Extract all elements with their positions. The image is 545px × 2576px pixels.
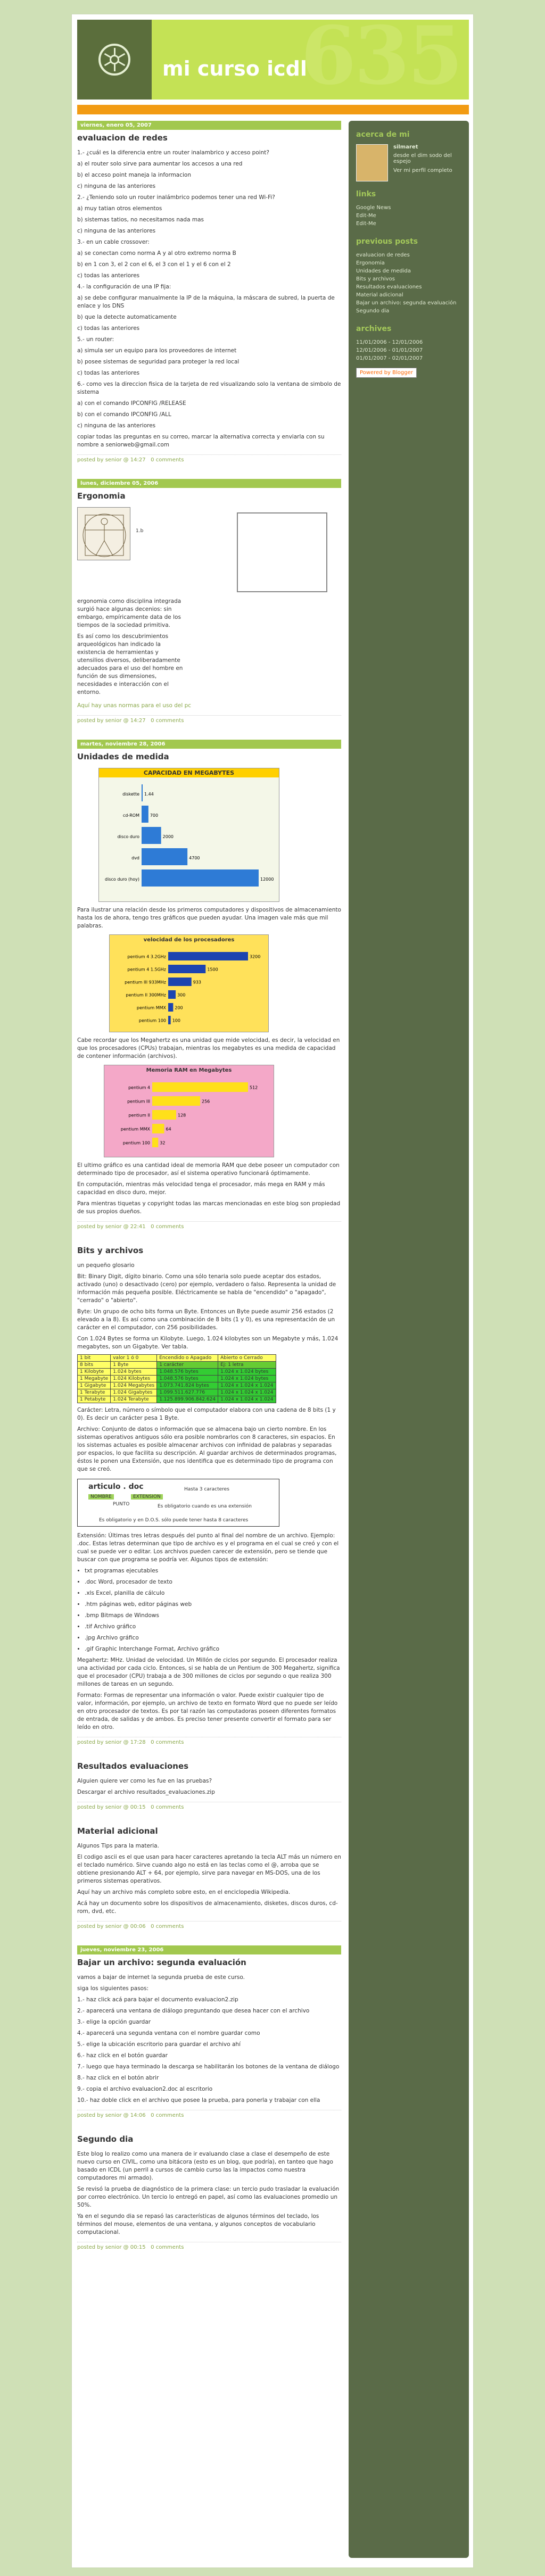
- post-paragraph: Aquí hay un archivo más completo sobre esto, en el enciclopedia Wikipedia.: [77, 1889, 291, 1895]
- post-paragraph: Se revisó la prueba de diagnóstico de la primera clase: un tercio pudo trasladar la evaluación por correo electrónico. Un tercio lo entregó en papel, así como las evaluaciones promedio un 50%.: [77, 2186, 340, 2208]
- bar-label: disco duro: [117, 834, 139, 839]
- post-body: [77, 1974, 341, 2105]
- post-paragraph: siga los siguientes pasos:: [77, 1985, 149, 1992]
- diagram-note: Es obligatorio y en D.O.S. sólo puede tener hasta 8 caracteres: [99, 1518, 249, 1523]
- post-paragraph: c) todas las anteriores: [77, 272, 140, 279]
- previous-heading: previous posts: [356, 237, 418, 246]
- extension-list: [85, 1567, 341, 1653]
- avatar[interactable]: [356, 144, 388, 181]
- bar-value: 2000: [162, 834, 174, 839]
- post: [77, 1945, 341, 2118]
- sidebar-link[interactable]: Edit-Me: [356, 213, 376, 219]
- bar-value: 200: [175, 1005, 183, 1010]
- sidebar-link[interactable]: Edit-Me: [356, 221, 376, 227]
- post-subtitle: un pequeño glosario: [77, 1262, 135, 1269]
- table-row: [78, 1369, 276, 1376]
- bar-value: 32: [160, 1140, 166, 1146]
- post-paragraph: El ultimo gráfico es una cantidad ideal de memoria RAM que debe poseer un computador con determinado tipo de procesador, así el sistema operativo funcionará óptimamente.: [77, 1162, 340, 1177]
- post-paragraph: b) que la detecte automaticamente: [77, 314, 177, 320]
- post-paragraph: b) en 1 con 3, el 2 con el 6, el 3 con el 1 y el 6 con el 2: [77, 261, 231, 268]
- table-cell: Ej: 1 letra: [218, 1362, 276, 1369]
- table-cell: 1.024 Kilobytes: [111, 1376, 157, 1382]
- ram-chart: [104, 1065, 274, 1157]
- bar-label: pentium II: [128, 1113, 150, 1118]
- post-paragraph: Archivo: Conjunto de datos o información que se almacena bajo un cierto nombre. En los sistemas operativos antiguos sólo era posible nombrarlos con 8 caracteres, sin espacios. En los sistemas actuales es posible almacenar archivos con infinidad de palabras y separadas por espacios, lo que facilita su descripción. Al guardar archivos de determinados programas, éstos le ponen una Extensión, que nos identifica que es determinado tipo de programa con que se creó.: [77, 1426, 337, 1472]
- wheel-icon: [98, 44, 130, 76]
- post-paragraph: En computación, mientras más velocidad tenga el procesador, más mega en RAM y más capacidad en disco duro, mejor.: [77, 1181, 325, 1196]
- table-cell: 1.048.576 bytes: [157, 1376, 218, 1382]
- bar-value: 3200: [250, 954, 261, 959]
- post-paragraph: 10.- haz doble click en el archivo que posee la prueba, para ponerla y trabajar con ella: [77, 2097, 320, 2103]
- bar-label: pentium 4: [128, 1085, 150, 1090]
- profile-link[interactable]: Ver mi perfil completo: [393, 168, 452, 173]
- post-author-link[interactable]: posted by senior @ 14:06: [77, 2113, 146, 2118]
- post-paragraph: b) posee sistemas de seguridad para proteger la red local: [77, 359, 240, 365]
- table-cell: 1.048.576 bytes: [157, 1369, 218, 1376]
- sidebar-link[interactable]: Google News: [356, 205, 391, 211]
- post-footer: [77, 2242, 341, 2250]
- extension-item[interactable]: • .xls Excel, planilla de cálculo: [85, 1589, 341, 1597]
- post-author-link[interactable]: posted by senior @ 14:27: [77, 718, 146, 724]
- table-cell: 1.024 x 1.024 bytes: [218, 1369, 276, 1376]
- bar-label: pentium 100: [138, 1018, 166, 1023]
- post-paragraph: vamos a bajar de internet la segunda prueba de este curso.: [77, 1974, 245, 1981]
- table-cell: 1.099.511.627.776: [157, 1389, 218, 1396]
- bar: [142, 806, 148, 823]
- bar: [152, 1082, 248, 1092]
- bar-value: 128: [178, 1113, 186, 1118]
- comments-link[interactable]: 0 comments: [151, 1224, 184, 1230]
- table-cell: 1 Gigabyte: [78, 1382, 111, 1389]
- previous-post-link[interactable]: evaluacion de redes: [356, 252, 410, 258]
- bar-value: 933: [193, 980, 202, 985]
- extension-item[interactable]: • .tif Archivo gráfico: [85, 1623, 341, 1631]
- previous-post-link[interactable]: Unidades de medida: [356, 268, 411, 274]
- cpu-chart: [109, 934, 269, 1032]
- bar-label: pentium III 933MHz: [125, 980, 166, 985]
- post-author-link[interactable]: posted by senior @ 00:15: [77, 1804, 146, 1810]
- post-paragraph: 2.- aparecerá una ventana de diálogo preguntando que desea hacer con el archivo: [77, 2008, 310, 2014]
- about-text: desde el dim sodo del espejo: [393, 153, 452, 164]
- vitruvian-figure: [77, 507, 130, 560]
- post-author-link[interactable]: posted by senior @ 00:06: [77, 1924, 146, 1929]
- post-paragraph: 8.- haz click en el botón abrir: [77, 2075, 159, 2081]
- table-cell: 1.073.741.824 bytes: [157, 1382, 218, 1389]
- table-row: [78, 1389, 276, 1396]
- figure-label: 1.b: [136, 528, 144, 534]
- post-title[interactable]: Ergonomia: [77, 491, 126, 501]
- bar-label: dvd: [131, 856, 139, 860]
- post-paragraph: Bit: Binary Digit, dígito binario. Como una sólo tenaria solo puede aceptar dos estados, activado (uno) o desactivado (cero) por ejemplo, verdadero o falso. Representa la unidad de información más pequeña posible. Eléctricamente se habla de "encendido" o "apagado", "cerrado" o "abierto".: [77, 1273, 336, 1304]
- header-watermark: 635: [301, 9, 461, 103]
- post-paragraph: c) todas las anteriores: [77, 370, 140, 376]
- diagram-label-point: PUNTO: [113, 1502, 130, 1507]
- chart-title: Memoria RAM en Megabytes: [146, 1067, 232, 1073]
- extension-item[interactable]: • .doc Word, procesador de texto: [85, 1578, 341, 1586]
- bar-label: pentium MMX: [120, 1127, 150, 1132]
- post-footer: [77, 715, 341, 724]
- diagram-dot: .: [123, 1482, 126, 1491]
- bar: [142, 848, 187, 865]
- post-paragraph: Acá hay un documento sobre los dispositivos de almacenamiento, disketes, discos duros, cd-rom, dvd, etc.: [77, 1900, 338, 1915]
- post-paragraph: El codigo ascii es el que usan para hacer caracteres apretando la tecla ALT más un número en el teclado numérico. Sirve cuando algo no está en las teclas como el @, arroba que se obtiene presionando ALT + 64, por ejemplo, sirve para navegar en MS-DOS, una de los primeros sistemas operativos.: [77, 1854, 341, 1884]
- extension-item[interactable]: • .jpg Archivo gráfico: [85, 1634, 341, 1642]
- bar: [152, 1096, 200, 1106]
- post-paragraph: 5.- un router:: [77, 336, 114, 343]
- post-paragraph: Alguien quiere ver como les fue en las pruebas?: [77, 1778, 212, 1784]
- table-cell: 1 Byte: [111, 1362, 157, 1369]
- post-paragraph: a) el router solo sirve para aumentar los accesos a una red: [77, 161, 243, 167]
- post-paragraph: Con 1.024 Bytes se forma un Kilobyte. Luego, 1.024 kilobytes son un Megabyte y más, 1.024 megabytes, son un Gigabyte. Ver tabla.: [77, 1336, 338, 1350]
- bar: [168, 1016, 171, 1024]
- comments-link[interactable]: 0 comments: [151, 2113, 184, 2118]
- post-paragraph: Extensión: Últimas tres letras después del punto al final del nombre de un archivo. Ejemplo: .doc. Estas letras determinan que tipo de archivo es y el programa en el cual se creó y con el cual se puede ver o editar. Los archivos pueden carecer de extensión, pero se tiende que buscar con que programa se podría ver. Algunos tipos de extensión:: [77, 1533, 339, 1563]
- post-footer: [77, 454, 341, 463]
- post-paragraph: 5.- elige la ubicación escritorio para guardar el archivo ahí: [77, 2041, 241, 2048]
- post-title[interactable]: Bits y archivos: [77, 1246, 144, 1255]
- table-cell: 1.024 Megabytes: [111, 1382, 157, 1389]
- table-row: [78, 1376, 276, 1382]
- post-paragraph: Ya en el segundo dia se repasó las características de algunos términos del teclado, los términos del mouse, elementos de una ventana, y algunos conceptos de vocabulario computacional.: [77, 2213, 319, 2235]
- bar-label: disco duro (hoy): [105, 877, 139, 882]
- image-placeholder: [237, 512, 327, 592]
- post-footer: [77, 2110, 341, 2118]
- diagram-ext: doc: [128, 1482, 144, 1491]
- filename-diagram: [77, 1479, 279, 1527]
- comments-link[interactable]: 0 comments: [151, 2244, 184, 2250]
- post-paragraph: 1.- haz click acá para bajar el documento evaluacion2.zip: [77, 1997, 238, 2003]
- post-date: lunes, diciembre 05, 2006: [77, 479, 341, 488]
- comments-link[interactable]: 0 comments: [151, 1924, 184, 1929]
- bar-label: pentium 100: [122, 1140, 150, 1146]
- post: [77, 2134, 341, 2250]
- post-paragraph: Este blog lo realizo como una manera de ir evaluando clase a clase el desempeño de este nuevo curso en CIVIL, como una bitácora (esto es un blog, que podría), en tanteo que hago basado en ICDL (un perril a cursos de cambio curso las la impactos como nuestra computadores mi armado).: [77, 2151, 333, 2181]
- bar-value: 4700: [189, 856, 200, 860]
- table-cell: 1.024 x 1.024 x 1.024: [218, 1389, 276, 1396]
- vitruvian-icon: [78, 508, 131, 561]
- post-footer: [77, 1221, 341, 1230]
- post-body: [77, 598, 184, 697]
- bar: [168, 1003, 173, 1012]
- post-paragraph: Carácter: Letra, número o símbolo que el computador elabora con una cadena de 8 bits (1 y 0). Es decir un carácter pesa 1 Byte.: [77, 1407, 336, 1421]
- post: [77, 740, 341, 1230]
- previous-post-link[interactable]: Bajar un archivo: segunda evaluación: [356, 300, 457, 306]
- post-paragraph: a) muy tatian otros elementos: [77, 205, 162, 212]
- post-paragraph: Algunos Tips para la materia.: [77, 1843, 159, 1849]
- post-paragraph: Es así como los descubrimientos arqueológicos han indicado la existencia de herramientas y utensilios diversos, deliberadamente adecuados para el uso del hombre en función de sus dimensiones, necesidades e interacción con el entorno.: [77, 633, 183, 695]
- bar-value: 64: [166, 1127, 171, 1132]
- post: [77, 121, 341, 463]
- table-cell: 1.024 Terabyte: [111, 1396, 157, 1403]
- sidebar: [349, 121, 469, 2558]
- ergonomia-link[interactable]: Aquí hay unas normas para el uso del pc: [77, 702, 192, 709]
- post-paragraph: 3.- elige la opción guardar: [77, 2019, 151, 2025]
- previous-posts-list: [356, 251, 461, 315]
- table-cell: 1.125.899.906.842.624: [157, 1396, 218, 1403]
- post-title[interactable]: evaluacion de redes: [77, 133, 168, 143]
- table-cell: 1.024 x 1.024 x 1.024: [218, 1396, 276, 1403]
- links-heading: links: [356, 190, 376, 198]
- previous-post-link[interactable]: Ergonomia: [356, 260, 385, 266]
- table-cell: 8 bits: [78, 1362, 111, 1369]
- bar: [168, 990, 176, 999]
- table-row: [78, 1355, 276, 1362]
- chart-title: CAPACIDAD EN MEGABYTES: [99, 768, 279, 777]
- chart-title: velocidad de los procesadores: [143, 937, 235, 943]
- post-paragraph: Para mientras tiquetas y copyright todas las marcas mencionadas en este blog son propiedad de sus propios dueños.: [77, 1200, 341, 1215]
- post-paragraph: 4.- aparecerá una segunda ventana con el nombre guardar como: [77, 2030, 260, 2036]
- post-paragraph: b) el acceso point maneja la informacion: [77, 172, 192, 178]
- post-paragraph: Para ilustrar una relación desde los primeros computadores y dispositivos de almacenamiento hasta los de ahora, tengo tres gráficos que pueden ayudar. Una imagen vale más que mil palabras.: [77, 907, 341, 929]
- post-footer: [77, 1921, 341, 1929]
- table-row: [78, 1362, 276, 1369]
- post-paragraph: 3.- en un cable crossover:: [77, 239, 150, 245]
- post-paragraph: a) se debe configurar manualmente la IP de la máquina, la máscara de subred, la puerta de enlace y los DNS: [77, 295, 335, 309]
- post-body: [77, 149, 341, 449]
- diagram-note: Hasta 3 caracteres: [184, 1487, 229, 1492]
- post: [77, 479, 341, 724]
- cpu-bars: [110, 945, 268, 1030]
- post: [77, 1761, 341, 1810]
- bar-label: pentium 4 3.2GHz: [127, 954, 166, 959]
- table-cell: 1 carácter: [157, 1362, 218, 1369]
- bar-value: 256: [202, 1099, 210, 1104]
- table-cell: valor 1 ó 0: [111, 1355, 157, 1362]
- bar-value: 12000: [260, 877, 274, 882]
- main-column: [77, 121, 341, 2558]
- bar: [152, 1110, 176, 1120]
- post-paragraph: 7.- luego que haya terminado la descarga se habilitarán los botones de la ventana de diálogo: [77, 2064, 340, 2070]
- capacity-chart: [98, 768, 279, 902]
- extension-item[interactable]: • .gif Graphic Interchange Format, Archivo gráfico: [85, 1645, 341, 1653]
- post-title[interactable]: Resultados evaluaciones: [77, 1761, 189, 1771]
- table-cell: 1 Petabyte: [78, 1396, 111, 1403]
- archive-link[interactable]: 12/01/2006 - 01/01/2007: [356, 347, 423, 353]
- extension-item[interactable]: • .bmp Bitmaps de Windows: [85, 1612, 341, 1620]
- bar: [142, 869, 259, 887]
- units-table: [77, 1354, 276, 1403]
- post-paragraph: 2.- ¿Teniendo solo un router inalámbrico podemos tener una red Wi-Fi?: [77, 194, 275, 201]
- post: [77, 1246, 341, 1745]
- header-logo: [77, 20, 152, 100]
- table-cell: 1 bit: [78, 1355, 111, 1362]
- post-paragraph: ergonomia como disciplina integrada surgió hace algunas decenios: sin embargo, empíricamente data de los tiempos de la sociedad primitiva.: [77, 598, 181, 628]
- blog-title[interactable]: mi curso icdl: [162, 57, 307, 80]
- post-author-link[interactable]: posted by senior @ 00:15: [77, 2244, 146, 2250]
- comments-link[interactable]: 0 comments: [151, 1740, 184, 1745]
- bar-label: pentium III: [127, 1099, 150, 1104]
- diagram-label-ext: EXTENSION: [131, 1494, 163, 1500]
- bar-label: pentium II 300MHz: [126, 992, 166, 998]
- about-heading: acerca de mi: [356, 130, 410, 139]
- bar-label: diskette: [122, 792, 139, 797]
- previous-post-link[interactable]: Bits y archivos: [356, 276, 395, 282]
- post-paragraph: copiar todas las preguntas en su correo, marcar la alternativa correcta y enviarla con su nombre a seniorweb@gmail.com: [77, 434, 325, 448]
- post-date: martes, noviembre 28, 2006: [77, 740, 341, 749]
- blog-description: [162, 30, 301, 52]
- post-paragraph: Descargar el archivo resultados_evaluaciones.zip: [77, 1789, 215, 1795]
- ram-bars: [104, 1075, 274, 1155]
- bar-label: pentium 4 1.5GHz: [127, 967, 166, 972]
- post-author-link[interactable]: posted by senior @ 14:27: [77, 457, 146, 463]
- post-paragraph: Cabe recordar que los Megahertz es una unidad que mide velocidad, es decir, la velocidad en que los procesadores (CPUs) trabajan, mientras los megabytes es una medida de capacidad de contener información (archivos).: [77, 1037, 340, 1059]
- extension-item[interactable]: • txt programas ejecutables: [85, 1567, 341, 1575]
- archives-heading: archives: [356, 325, 392, 333]
- diagram-name: articulo: [88, 1482, 121, 1491]
- diagram-label-name: NOMBRE: [88, 1494, 114, 1500]
- post-paragraph: a) con el comando IPCONFIG /RELEASE: [77, 400, 186, 407]
- bar: [152, 1138, 158, 1147]
- bar-value: 1500: [207, 967, 218, 972]
- bar-value: 100: [172, 1018, 180, 1023]
- post-paragraph: 6.- haz click en el botón guardar: [77, 2052, 168, 2059]
- diagram-note: Es obligatorio cuando es una extensión: [158, 1504, 252, 1509]
- post-author-link[interactable]: posted by senior @ 22:41: [77, 1224, 146, 1230]
- table-cell: 1 Megabyte: [78, 1376, 111, 1382]
- post-paragraph: c) todas las anteriores: [77, 325, 140, 332]
- post-paragraph: a) simula ser un equipo para los proveedores de internet: [77, 347, 237, 354]
- post-paragraph: 1.- ¿cuál es la diferencia entre un router inalambrico y acceso point?: [77, 150, 269, 156]
- archive-link[interactable]: 01/01/2007 - 02/01/2007: [356, 355, 423, 361]
- post: [77, 1826, 341, 1929]
- table-cell: Abierto o Cerrado: [218, 1355, 276, 1362]
- post-footer: [77, 1737, 341, 1745]
- bar-value: 512: [250, 1085, 258, 1090]
- post-paragraph: b) sistemas tatios, no necesitamos nada mas: [77, 217, 204, 223]
- extension-item[interactable]: • .htm páginas web, editor páginas web: [85, 1601, 341, 1609]
- table-cell: 1.024 x 1.024 x 1.024: [218, 1382, 276, 1389]
- post-paragraph: 9.- copia el archivo evaluacion2.doc al escritorio: [77, 2086, 213, 2092]
- capacity-bars: [99, 777, 279, 900]
- bar: [142, 827, 161, 844]
- post-paragraph: Byte: Un grupo de ocho bits forma un Byte. Entonces un Byte puede asumir 256 estados (2 elevado a la 8). Es así como una combinación de 8 bits (1 y 0), es una representación de un carácter en el computador, con 256 posibilidades.: [77, 1308, 335, 1331]
- previous-post-link[interactable]: Segundo dia: [356, 308, 390, 314]
- table-cell: 1.024 Gigabytes: [111, 1389, 157, 1396]
- post-paragraph: c) ninguna de las anteriores: [77, 228, 156, 234]
- post-paragraph: c) ninguna de las anteriores: [77, 423, 156, 429]
- bar-value: 1.44: [144, 792, 154, 797]
- previous-post-link[interactable]: Material adicional: [356, 292, 403, 298]
- post-paragraph: 6.- como ves la direccion fisica de la tarjeta de red visualizando solo la ventana de simbolo de sistema: [77, 381, 341, 395]
- table-cell: 1 Kilobyte: [78, 1369, 111, 1376]
- post-date: jueves, noviembre 23, 2006: [77, 1945, 341, 1954]
- page-container: [71, 9, 474, 2568]
- comments-link[interactable]: 0 comments: [151, 457, 184, 463]
- post-title[interactable]: Unidades de medida: [77, 752, 169, 761]
- table-cell: 1 Terabyte: [78, 1389, 111, 1396]
- archives-list: [356, 338, 461, 362]
- bar-label: pentium MMX: [136, 1005, 166, 1010]
- post-author-link[interactable]: posted by senior @ 17:28: [77, 1740, 146, 1745]
- bar-value: 300: [177, 992, 186, 998]
- bar: [168, 978, 192, 986]
- links-list: [356, 204, 461, 228]
- comments-link[interactable]: 0 comments: [151, 1804, 184, 1810]
- about-name[interactable]: silmaret: [393, 144, 418, 150]
- header-accent-bar: [77, 105, 469, 114]
- bar: [168, 965, 205, 973]
- blog-header: [77, 9, 469, 103]
- post-paragraph: 4.- la configuración de una IP fija:: [77, 284, 171, 290]
- comments-link[interactable]: 0 comments: [151, 718, 184, 724]
- bar: [168, 952, 248, 960]
- post-title[interactable]: Segundo dia: [77, 2134, 134, 2144]
- blogger-badge[interactable]: Powered by Blogger: [356, 368, 417, 378]
- bar: [152, 1124, 164, 1133]
- bar: [142, 784, 143, 801]
- archive-link[interactable]: 11/01/2006 - 12/01/2006: [356, 339, 423, 345]
- post-paragraph: c) ninguna de las anteriores: [77, 183, 156, 189]
- bar-value: 700: [150, 813, 159, 818]
- post-paragraph: a) se conectan como norma A y al otro extremo norma B: [77, 250, 236, 256]
- post-date: viernes, enero 05, 2007: [77, 121, 341, 130]
- table-cell: Encendido o Apagado: [157, 1355, 218, 1362]
- bar-label: cd-ROM: [122, 813, 139, 818]
- post-paragraph: Formato: Formas de representar una información o valor. Puede existir cualquier tipo de valor, información, por ejemplo, un archivo de texto en formato Word que no puede ser leído en otro procesador de textos. Es por tal razón las computadoras poseen diferentes formatos de entrada, de salidas y de ambos. Es preciso tener presente convertir el formato para ser leído en otro.: [77, 1692, 338, 1730]
- table-row: [78, 1396, 276, 1403]
- table-cell: 1.024 x 1.024 bytes: [218, 1376, 276, 1382]
- table-row: [78, 1382, 276, 1389]
- post-footer: [77, 1802, 341, 1810]
- post-title[interactable]: Material adicional: [77, 1826, 158, 1836]
- post-title[interactable]: Bajar un archivo: segunda evaluación: [77, 1958, 246, 1967]
- post-paragraph: Megahertz: MHz. Unidad de velocidad. Un Millón de ciclos por segundo. El procesador realiza una actividad por cada ciclo. Entonces, si se habla de un Pentium de 300 Megahertz, significa que el procesador (CPU) trabaja a de 300 millones de ciclos por segundo o que realiza 300 millones de tareas en un segundo.: [77, 1657, 340, 1687]
- post-paragraph: b) con el comando IPCONFIG /ALL: [77, 411, 171, 418]
- previous-post-link[interactable]: Resultados evaluaciones: [356, 284, 422, 290]
- table-cell: 1.024 bytes: [111, 1369, 157, 1376]
